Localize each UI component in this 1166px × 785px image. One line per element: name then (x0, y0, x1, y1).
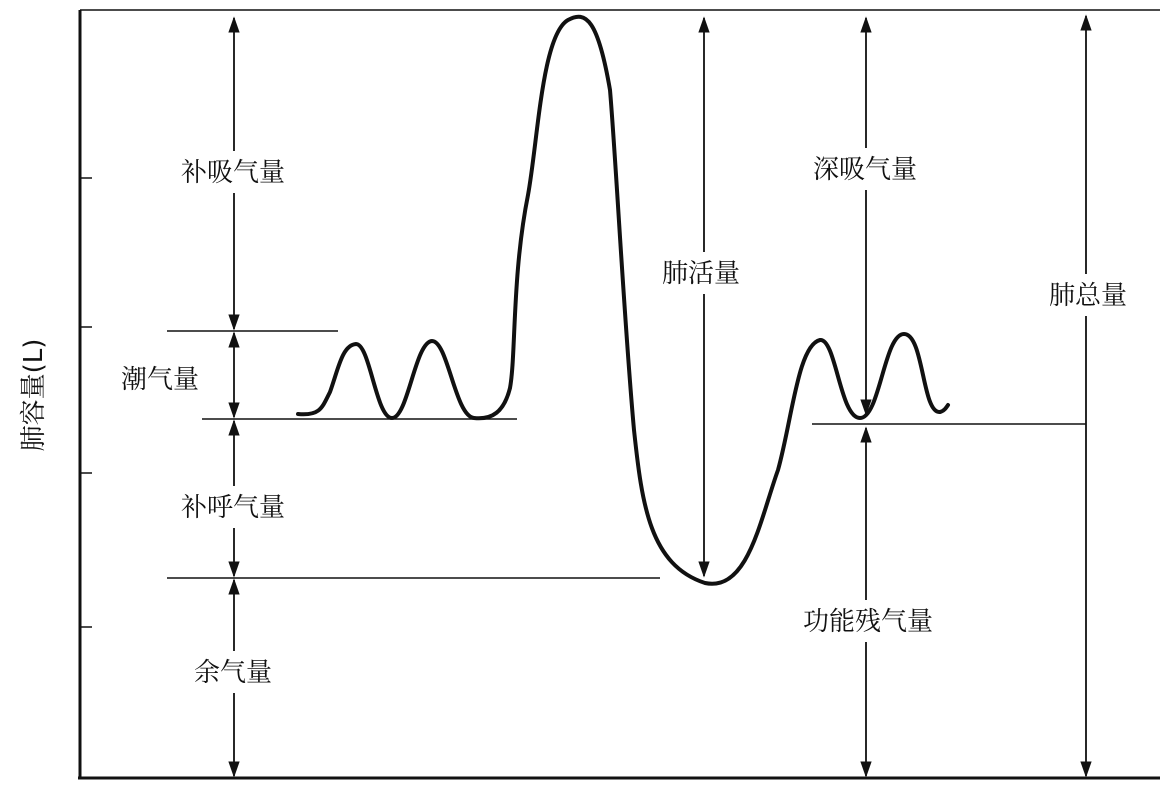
ic-label: 深吸气量 (812, 155, 918, 185)
label-backgrounds (162, 148, 1144, 693)
right-volume-arrows (704, 16, 1086, 776)
spirometer-trace (298, 17, 948, 584)
tidal-label: 潮气量 (120, 365, 200, 395)
erv-label: 补呼气量 (180, 493, 286, 523)
y-axis-ticks (80, 178, 92, 627)
frc-label: 功能残气量 (802, 607, 934, 637)
y-axis-label: 肺容量(L) (19, 338, 49, 452)
irv-label: 补吸气量 (180, 158, 286, 188)
rv-label: 余气量 (193, 658, 273, 688)
tlc-label: 肺总量 (1048, 281, 1128, 311)
vc-label: 肺活量 (661, 259, 741, 289)
